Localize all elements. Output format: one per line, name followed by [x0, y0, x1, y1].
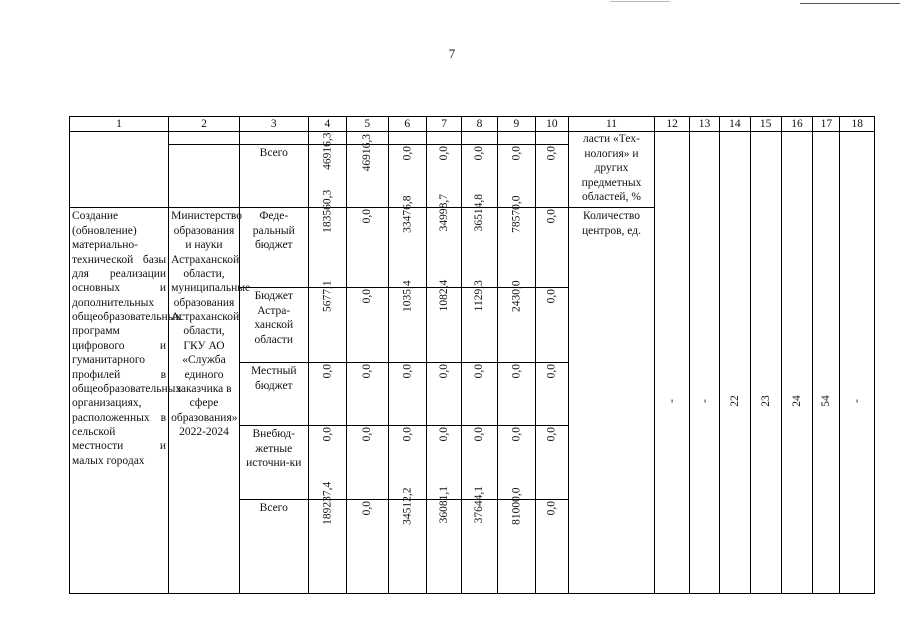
- indicator-value: -: [666, 398, 679, 403]
- scan-artifact-line: [800, 3, 900, 4]
- value-cell: 0,0: [462, 145, 497, 208]
- indicator-value: 24: [791, 395, 804, 407]
- value-cell: 33476,8: [388, 208, 426, 288]
- column-number: 12: [655, 117, 689, 132]
- column-number: 14: [720, 117, 750, 132]
- value-cell: 0,0: [388, 426, 426, 500]
- value-cell: 0,0: [497, 426, 535, 500]
- value-cell: 0,0: [462, 363, 497, 426]
- value-cell: 0,0: [462, 426, 497, 500]
- value-cell: 34998,7: [426, 208, 461, 288]
- value-cell: 189237,4: [308, 500, 346, 594]
- value-cell: 1082,4: [426, 288, 461, 363]
- column-number: 2: [169, 117, 240, 132]
- column-number: 11: [568, 117, 655, 132]
- indicator-cell: Количество центров, ед.: [568, 208, 655, 594]
- value-cell: 0,0: [426, 426, 461, 500]
- value-cell: 36514,8: [462, 208, 497, 288]
- value-cell: 81000,0: [497, 500, 535, 594]
- indicator-value: 23: [759, 395, 772, 407]
- value-cell: 0,0: [536, 500, 568, 594]
- column-number: 4: [308, 117, 346, 132]
- value-cell: 46916,3: [308, 145, 346, 208]
- funding-source-cell: Внебюд-жетные источни-ки: [239, 426, 308, 500]
- value-cell: 0,0: [426, 145, 461, 208]
- column-number: 3: [239, 117, 308, 132]
- value-cell: 78570,0: [497, 208, 535, 288]
- value-cell: 0,0: [347, 363, 388, 426]
- value-cell: 0,0: [536, 426, 568, 500]
- column-number: 8: [462, 117, 497, 132]
- value-cell: 0,0: [308, 426, 346, 500]
- value-cell: 37644,1: [462, 500, 497, 594]
- column-number: 1: [70, 117, 169, 132]
- funding-source-cell: Всего: [239, 500, 308, 594]
- value-cell: 0,0: [426, 363, 461, 426]
- indicator-value: -: [698, 398, 711, 403]
- value-cell: 0,0: [388, 363, 426, 426]
- value-cell: 0,0: [388, 145, 426, 208]
- value-cell: 0,0: [347, 426, 388, 500]
- column-number-row: [70, 117, 875, 132]
- value-cell: 36081,1: [426, 500, 461, 594]
- column-number: 7: [426, 117, 461, 132]
- funding-source-cell: Феде-ральный бюджет: [239, 208, 308, 288]
- value-cell: 1035,4: [388, 288, 426, 363]
- value-cell: 0,0: [497, 145, 535, 208]
- value-cell: 0,0: [347, 208, 388, 288]
- column-number: 6: [388, 117, 426, 132]
- column-number: 13: [689, 117, 719, 132]
- value-cell: 0,0: [536, 145, 568, 208]
- column-number: 15: [750, 117, 781, 132]
- indicator-value: 22: [728, 395, 741, 407]
- column-number: 9: [497, 117, 535, 132]
- value-cell: 0,0: [536, 288, 568, 363]
- funding-table: [69, 116, 875, 594]
- value-cell: 0,0: [536, 363, 568, 426]
- event-name-cell: Создание (обновление) материально-технической базы для реализации основных и дополнительных общеобразовательных программ цифрового и гуманитарного профилей в общеобразовательных организациях, расположенных в сельской местности и малых городах: [70, 208, 169, 594]
- value-cell: 0,0: [308, 363, 346, 426]
- funding-source-cell: Местный бюджет: [239, 363, 308, 426]
- value-cell: 183560,3: [308, 208, 346, 288]
- value-cell: 2430,0: [497, 288, 535, 363]
- column-number: 16: [781, 117, 812, 132]
- indicator-value: -: [851, 398, 864, 403]
- value-cell: 0,0: [497, 363, 535, 426]
- scan-artifact-line: [610, 1, 670, 2]
- value-cell: 0,0: [347, 500, 388, 594]
- value-cell: 0,0: [536, 208, 568, 288]
- page-number: 7: [448, 46, 456, 61]
- value-cell: 34512,2: [388, 500, 426, 594]
- column-number: 18: [840, 117, 875, 132]
- continued-event-cell: [70, 132, 169, 208]
- continued-indicator-cell: ласти «Тех-нология» и других предметных областей, %: [568, 132, 655, 208]
- value-cell: 5677,1: [308, 288, 346, 363]
- value-cell: 46916,3: [347, 145, 388, 208]
- column-number: 5: [347, 117, 388, 132]
- executor-cell: Министерство образования и науки Астраханской области, муниципальные образования Астраханской области, ГКУ АО «Служба единого заказчика в сфере образования» 2022-2024: [169, 208, 240, 594]
- column-number: 10: [536, 117, 568, 132]
- indicator-value: 54: [820, 395, 833, 407]
- value-cell: 0,0: [347, 288, 388, 363]
- funding-source-cell: Всего: [239, 145, 308, 208]
- funding-source-cell: Бюджет Астра-ханской области: [239, 288, 308, 363]
- value-cell: 1129,3: [462, 288, 497, 363]
- column-number: 17: [813, 117, 840, 132]
